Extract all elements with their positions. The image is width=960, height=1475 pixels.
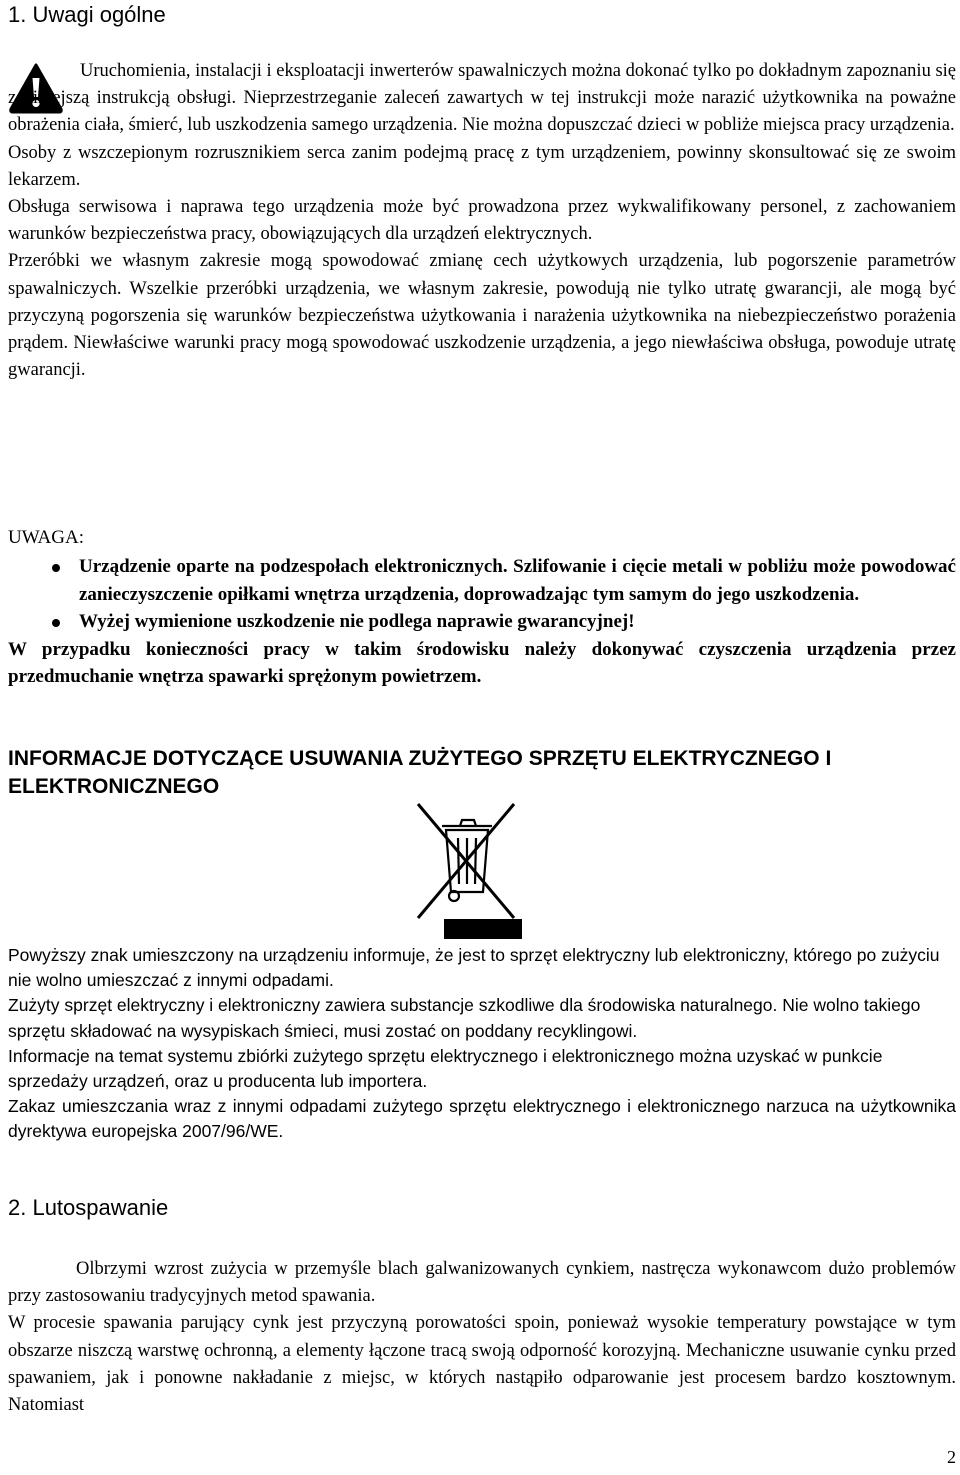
notice-label: UWAGA: [8,527,84,548]
paragraph: Powyższy znak umieszczony na urządzeniu informuje, że jest to sprzęt elektryczny lub elektroniczny, którego po zużyciu nie wolno umieszczać z innymi odpadami. [8,945,940,991]
section-2-heading: 2. Lutospawanie [8,1195,169,1220]
notice-closing: W przypadku konieczności pracy w takim środowisku należy dokonywać czyszczenia urządzenia przez przedmuchanie wnętrza spawarki sprężonym powietrzem. [8,638,956,687]
paragraph: Obsługa serwisowa i naprawa tego urządzenia może być prowadzona przez wykwalifikowany personel, z zachowaniem warunków bezpieczeństwa pracy, obowiązujących dla urządzeń elektrycznych. [8,197,956,245]
paragraph: W procesie spawania parujący cynk jest przyczyną porowatości spoin, ponieważ wysokie temperatury powstające w tym obszarze niszczą warstwę ochronną, a elementy łączone tracą swoją odporność korozyjną. Mechaniczne usuwanie cynku przed spawaniem, jak i ponowne nakładanie z miejsc, w których nastąpiło odparowanie jest procesem bardzo kosztownym. Natomiast [8,1313,956,1416]
disposal-body [8,943,956,1145]
disposal-heading: INFORMACJE DOTYCZĄCE USUWANIA ZUŻYTEGO SPRZĘTU ELEKTRYCZNEGO I ELEKTRONICZNEGO [8,747,832,798]
paragraph: Osoby z wszczepionym rozrusznikiem serca zanim podejmą pracę z tym urządzeniem, powinny skonsultować się ze swoim lekarzem. [8,142,956,190]
paragraph: Zakaz umieszczania wraz z innymi odpadami zużytego sprzętu elektrycznego i elektronicznego narzuca na użytkownika dyrektywa europejska 2007/96/WE. [8,1096,956,1142]
notice-bullet [8,608,956,636]
section-1-heading: 1. Uwagi ogólne [8,2,166,27]
paragraph: Przeróbki we własnym zakresie mogą spowodować zmianę cech użytkowych urządzenia, lub pogorszenie parametrów spawalniczych. Wszelkie przeróbki urządzenia, we własnym zakresie, powodują nie tylko utratę gwarancji, ale mogą być przyczyną pogorszenia się warunków bezpieczeństwa użytkowania i narażenia użytkownika na niebezpieczeństwo porażenia prądem. Niewłaściwe warunki pracy mogą spowodować uszkodzenie urządzenia, a jego niewłaściwa obsługa, powoduje utratę gwarancji. [8,251,956,381]
bullet-dot-icon [52,619,60,627]
manual-page [8,0,956,1475]
notice-block [8,553,956,691]
brazing-body [8,1256,956,1419]
paragraph: Zużyty sprzęt elektryczny i elektroniczny zawiera substancje szkodliwe dla środowiska naturalnego. Nie wolno takiego sprzętu składować na wysypiskach śmieci, musi zostać on poddany recyklingowi. [8,995,921,1041]
paragraph: Uruchomienia, instalacji i eksploatacji inwerterów spawalniczych można dokonać tylko po dokładnym zapoznaniu się z niniejszą instrukcją obsługi. Nieprzestrzeganie zaleceń zawartych w tej instrukcji może narazić użytkownika na poważne obrażenia ciała, śmierć, lub uszkodzenia samego urządzenia. Nie można dopuszczać dzieci w pobliże miejsca pracy urządzenia. [8,61,956,136]
general-notes-body [8,58,956,384]
paragraph: Olbrzymi wzrost zużycia w przemyśle blach galwanizowanych cynkiem, nastręcza wykonawcom dużo problemów przy zastosowaniu tradycyjnych metod spawania. [8,1259,956,1307]
notice-bullet [8,553,956,608]
paragraph: Informacje na temat systemu zbiórki zużytego sprzętu elektrycznego i elektronicznego można uzyskać w punkcie sprzedaży urządzeń, oraz u producenta lub importera. [8,1045,883,1092]
crossed-out-wheelie-bin-icon [408,800,524,942]
notice-bullet-text: Urządzenie oparte na podzespołach elektronicznych. Szlifowanie i cięcie metali w pobliżu może powodować zanieczyszczenie opiłkami wnętrza urządzenia, doprowadzając tym samym do jego uszkodzenia. [79,556,956,605]
page-number: 2 [947,1447,956,1467]
notice-bullet-text: Wyżej wymienione uszkodzenie nie podlega naprawie gwarancyjnej! [79,611,635,632]
bullet-dot-icon [52,564,60,572]
